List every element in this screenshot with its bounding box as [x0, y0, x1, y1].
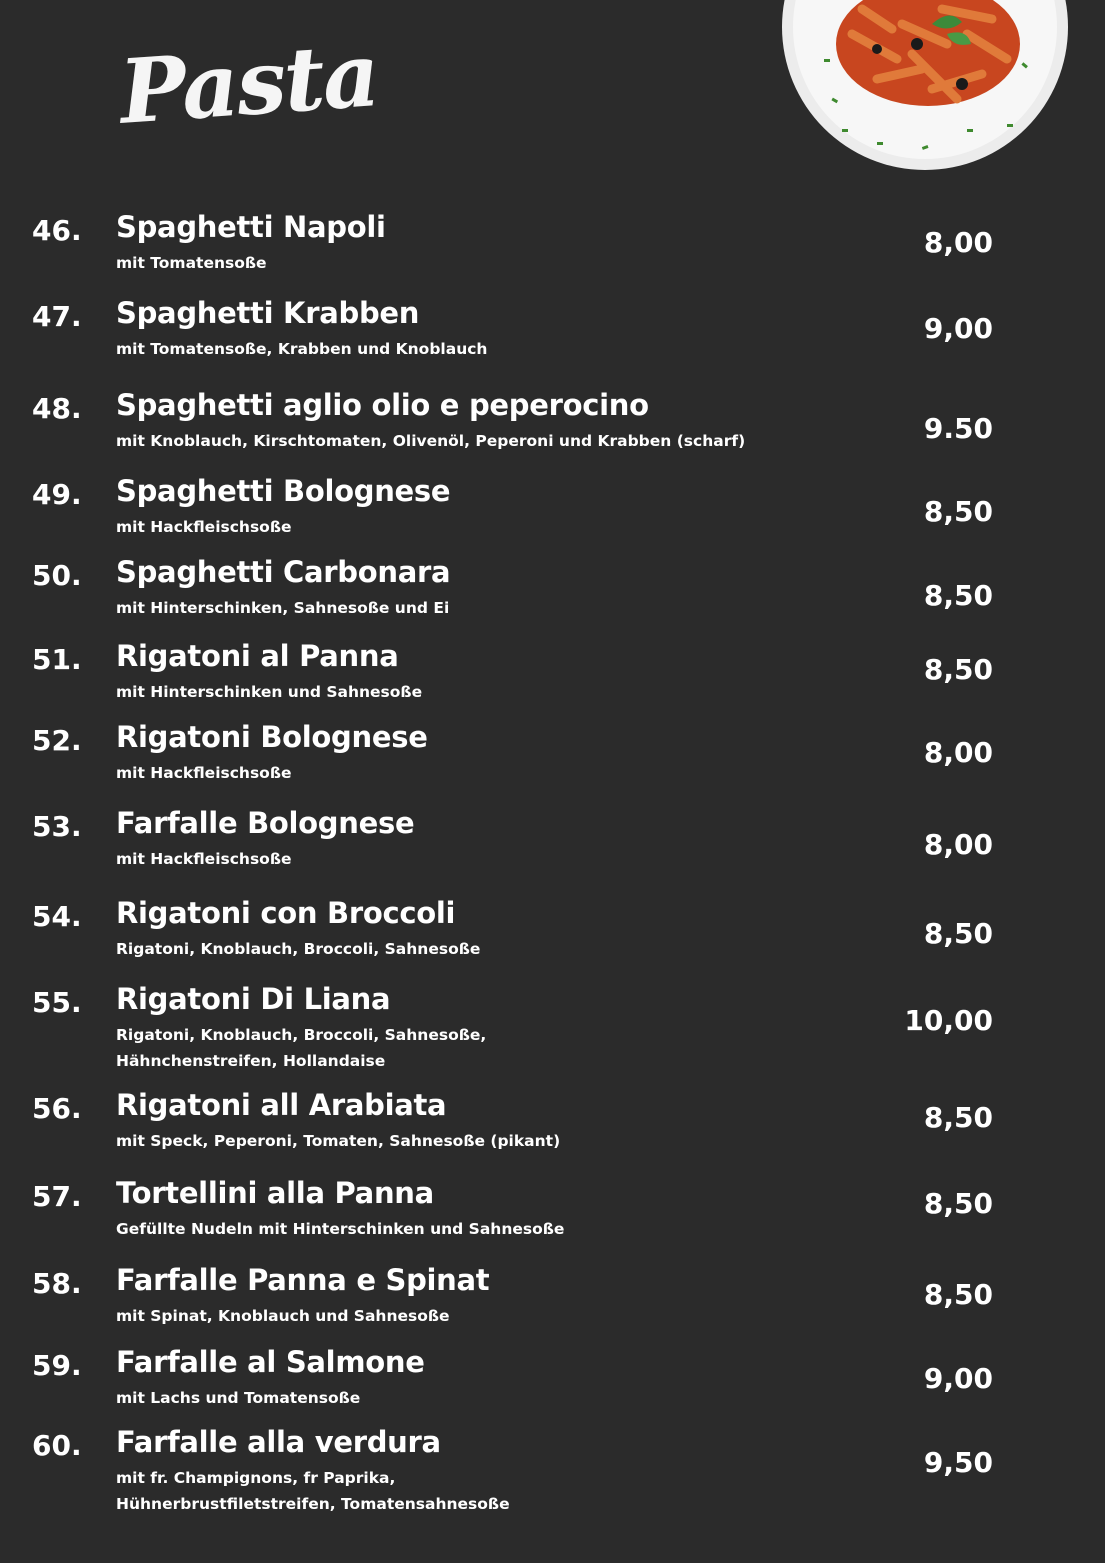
item-number: 48. [32, 392, 82, 425]
item-name: Spaghetti aglio olio e peperocino [116, 388, 649, 422]
item-number: 50. [32, 559, 82, 592]
item-number: 59. [32, 1349, 82, 1382]
item-name: Farfalle Panna e Spinat [116, 1263, 490, 1297]
item-price: 9,00 [923, 1362, 993, 1395]
item-number: 58. [32, 1267, 82, 1300]
item-description: mit Spinat, Knoblauch und Sahnesoße [116, 1307, 450, 1325]
item-description: mit Hackfleischsoße [116, 850, 292, 868]
item-price: 8,50 [923, 917, 993, 950]
item-description: mit Speck, Peperoni, Tomaten, Sahnesoße (pikant) [116, 1132, 561, 1150]
item-number: 46. [32, 214, 82, 247]
item-name: Spaghetti Napoli [116, 210, 386, 244]
item-name: Farfalle Bolognese [116, 806, 415, 840]
item-name: Rigatoni Bolognese [116, 720, 428, 754]
item-price: 8,50 [923, 653, 993, 686]
item-description: mit Hackfleischsoße [116, 518, 292, 536]
pasta-plate-image [782, 0, 1068, 170]
item-price: 8,50 [923, 579, 993, 612]
item-description: Gefüllte Nudeln mit Hinterschinken und Sahnesoße [116, 1220, 565, 1238]
item-price: 9,00 [923, 312, 993, 345]
item-name: Rigatoni con Broccoli [116, 896, 456, 930]
item-price: 9,50 [923, 1446, 993, 1479]
item-price: 8,50 [923, 1187, 993, 1220]
item-number: 55. [32, 986, 82, 1019]
item-description: mit Hackfleischsoße [116, 764, 292, 782]
item-price: 8,50 [923, 1101, 993, 1134]
item-number: 56. [32, 1092, 82, 1125]
item-price: 8,50 [923, 1278, 993, 1311]
item-description: mit Hinterschinken, Sahnesoße und Ei [116, 599, 450, 617]
item-price: 8,00 [923, 226, 993, 259]
item-number: 51. [32, 643, 82, 676]
item-number: 60. [32, 1429, 82, 1462]
item-number: 49. [32, 478, 82, 511]
item-price: 8,00 [923, 736, 993, 769]
menu-title: Pasta [116, 22, 382, 144]
item-number: 57. [32, 1180, 82, 1213]
item-description: mit fr. Champignons, fr Paprika, [116, 1469, 396, 1487]
item-price: 10,00 [904, 1004, 993, 1037]
item-name: Tortellini alla Panna [116, 1176, 434, 1210]
item-description-line2: Hühnerbrustfiletstreifen, Tomatensahnesoße [116, 1495, 510, 1513]
item-price: 8,00 [923, 828, 993, 861]
item-price: 8,50 [923, 495, 993, 528]
item-description: mit Tomatensoße, Krabben und Knoblauch [116, 340, 488, 358]
item-description: mit Lachs und Tomatensoße [116, 1389, 361, 1407]
item-name: Spaghetti Krabben [116, 296, 420, 330]
item-number: 53. [32, 810, 82, 843]
item-number: 47. [32, 300, 82, 333]
item-description: Rigatoni, Knoblauch, Broccoli, Sahnesoße [116, 940, 481, 958]
item-name: Spaghetti Carbonara [116, 555, 451, 589]
item-name: Rigatoni al Panna [116, 639, 399, 673]
item-number: 52. [32, 724, 82, 757]
item-description: mit Knoblauch, Kirschtomaten, Olivenöl, Peperoni und Krabben (scharf) [116, 432, 746, 450]
item-name: Rigatoni all Arabiata [116, 1088, 447, 1122]
item-name: Farfalle al Salmone [116, 1345, 425, 1379]
item-name: Rigatoni Di Liana [116, 982, 391, 1016]
item-description: mit Hinterschinken und Sahnesoße [116, 683, 423, 701]
item-description: Rigatoni, Knoblauch, Broccoli, Sahnesoße, [116, 1026, 487, 1044]
item-description-line2: Hähnchenstreifen, Hollandaise [116, 1052, 386, 1070]
item-name: Farfalle alla verdura [116, 1425, 441, 1459]
item-number: 54. [32, 900, 82, 933]
item-description: mit Tomatensoße [116, 254, 267, 272]
item-name: Spaghetti Bolognese [116, 474, 451, 508]
item-price: 9.50 [923, 412, 993, 445]
